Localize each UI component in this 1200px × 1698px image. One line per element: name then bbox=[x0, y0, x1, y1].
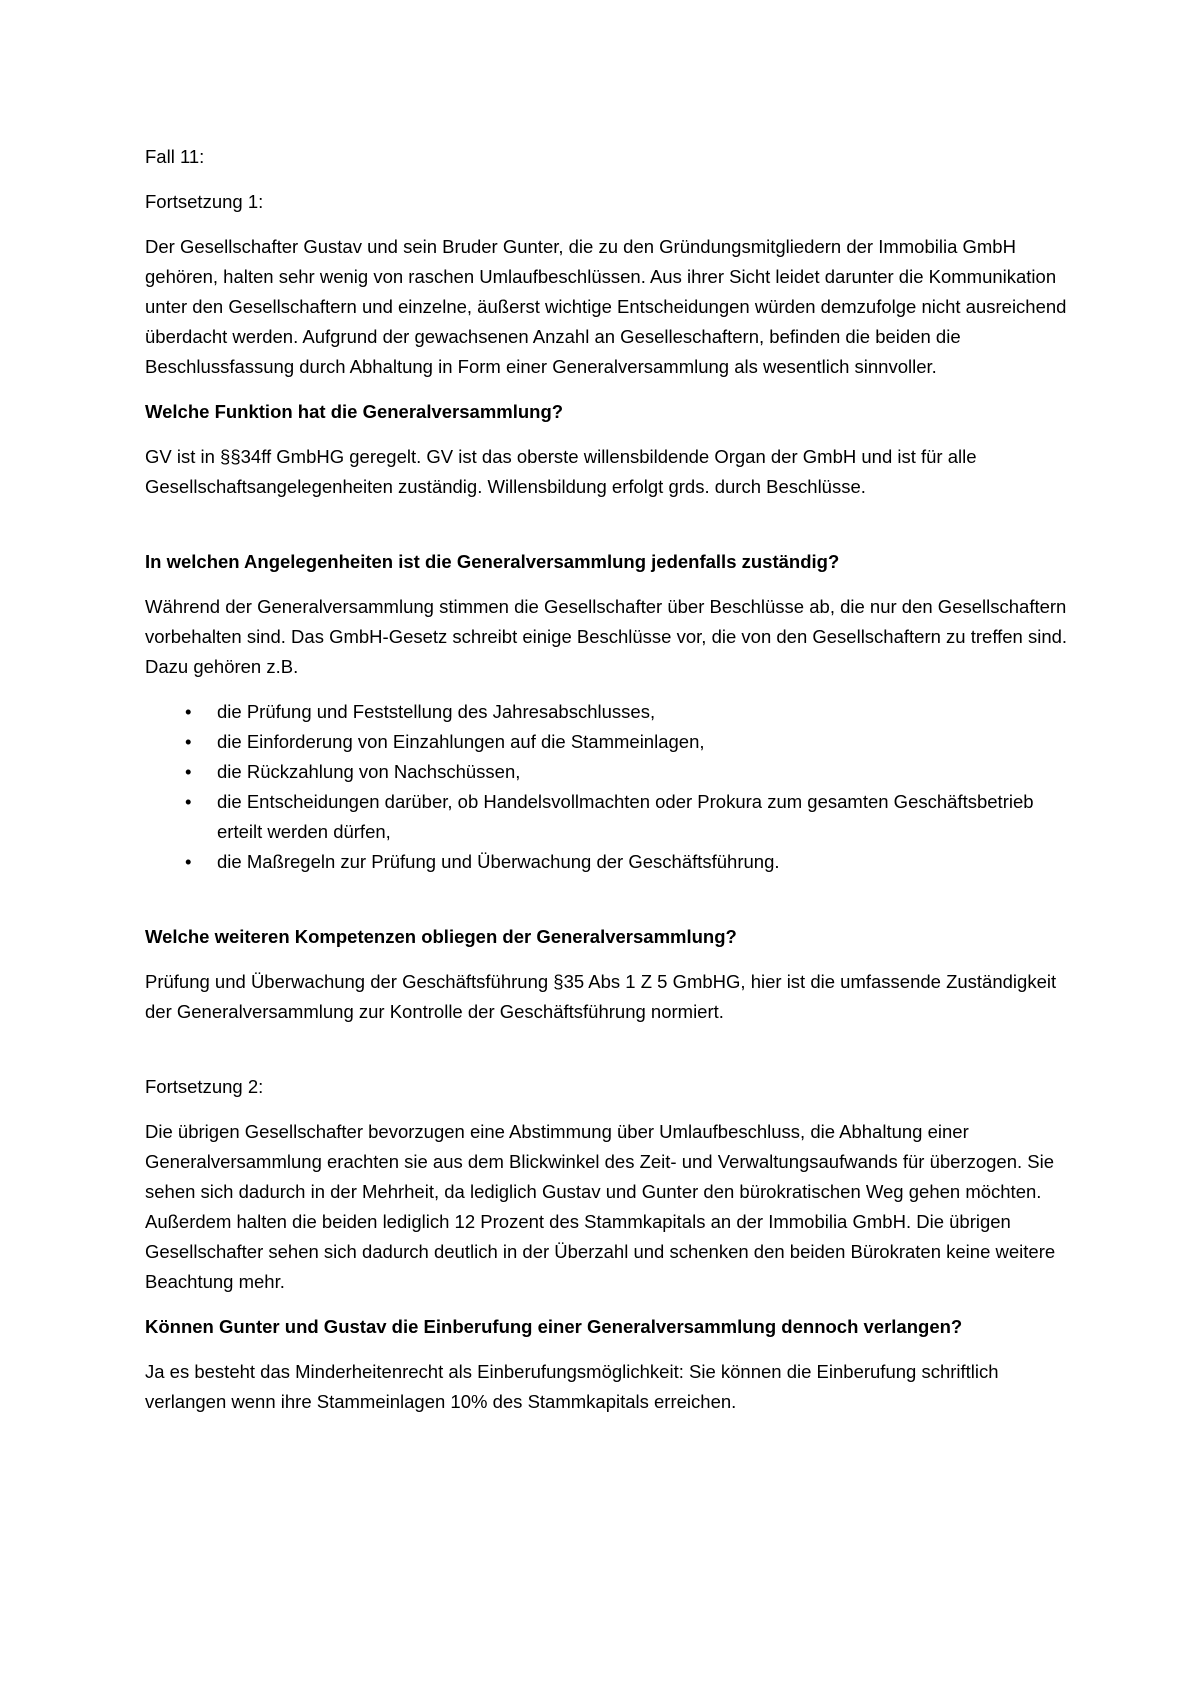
answer-competences: Prüfung und Überwachung der Geschäftsführung §35 Abs 1 Z 5 GmbHG, hier ist die umfassende Zuständigkeit der Generalversammlung zur Kontrolle der Geschäftsführung normiert. bbox=[145, 971, 1057, 1022]
bullet-icon: • bbox=[185, 731, 192, 752]
spacer bbox=[145, 1042, 1075, 1072]
bullet-icon: • bbox=[185, 701, 192, 722]
list-item-text: die Maßregeln zur Prüfung und Überwachung der Geschäftsführung. bbox=[217, 851, 780, 872]
question-function: Welche Funktion hat die Generalversammlung? bbox=[145, 401, 564, 422]
bullet-icon: • bbox=[185, 851, 192, 872]
spacer bbox=[145, 892, 1075, 922]
answer-convocation: Ja es besteht das Minderheitenrecht als Einberufungsmöglichkeit: Sie können die Einberufung schriftlich verlangen wenn ihre Stammeinlagen 10% des Stammkapitals erreichen. bbox=[145, 1361, 999, 1412]
part1-label: Fortsetzung 1: bbox=[145, 191, 264, 212]
spacer bbox=[145, 517, 1075, 547]
bullet-icon: • bbox=[185, 791, 192, 812]
part2-label: Fortsetzung 2: bbox=[145, 1076, 264, 1097]
list-item-text: die Entscheidungen darüber, ob Handelsvollmachten oder Prokura zum gesamten Geschäftsbetrieb erteilt werden dürfen, bbox=[217, 791, 1034, 842]
part1-intro: Der Gesellschafter Gustav und sein Bruder Gunter, die zu den Gründungsmitgliedern der Immobilia GmbH gehören, halten sehr wenig von raschen Umlaufbeschlüssen. Aus ihrer Sicht leidet darunter die Kommunikation unter den Gesellschaftern und einzelne, äußerst wichtige Entscheidungen würden demzufolge nicht ausreichend überdacht werden. Aufgrund der gewachsenen Anzahl an Geselleschaftern, befinden die beiden die Beschlussfassung durch Abhaltung in Form einer Generalversammlung als wesentlich sinnvoller. bbox=[145, 236, 1067, 377]
list-item bbox=[145, 847, 1075, 877]
list-item bbox=[145, 697, 1075, 727]
question-matters: In welchen Angelegenheiten ist die Generalversammlung jedenfalls zuständig? bbox=[145, 551, 840, 572]
document-page bbox=[145, 142, 1075, 1432]
list-item bbox=[145, 787, 1075, 847]
list-item bbox=[145, 727, 1075, 757]
list-item bbox=[145, 757, 1075, 787]
case-title: Fall 11: bbox=[145, 146, 205, 167]
part2-intro: Die übrigen Gesellschafter bevorzugen eine Abstimmung über Umlaufbeschluss, die Abhaltung einer Generalversammlung erachten sie aus dem Blickwinkel des Zeit- und Verwaltungsaufwands für überzogen. Sie sehen sich dadurch in der Mehrheit, da lediglich Gustav und Gunter den bürokratischen Weg gehen möchten. Außerdem halten die beiden lediglich 12 Prozent des Stammkapitals an der Immobilia GmbH. Die übrigen Gesellschafter sehen sich dadurch deutlich in der Überzahl und schenken den beiden Bürokraten keine weitere Beachtung mehr. bbox=[145, 1121, 1056, 1292]
question-competences: Welche weiteren Kompetenzen obliegen der Generalversammlung? bbox=[145, 926, 737, 947]
list-item-text: die Einforderung von Einzahlungen auf die Stammeinlagen, bbox=[217, 731, 705, 752]
competence-list bbox=[145, 697, 1075, 877]
list-item-text: die Prüfung und Feststellung des Jahresabschlusses, bbox=[217, 701, 656, 722]
question-convocation: Können Gunter und Gustav die Einberufung einer Generalversammlung dennoch verlangen? bbox=[145, 1316, 963, 1337]
list-item-text: die Rückzahlung von Nachschüssen, bbox=[217, 761, 521, 782]
bullet-icon: • bbox=[185, 761, 192, 782]
answer-function: GV ist in §§34ff GmbHG geregelt. GV ist das oberste willensbildende Organ der GmbH und ist für alle Gesellschaftsangelegenheiten zuständig. Willensbildung erfolgt grds. durch Beschlüsse. bbox=[145, 446, 977, 497]
answer-matters: Während der Generalversammlung stimmen die Gesellschafter über Beschlüsse ab, die nur den Gesellschaftern vorbehalten sind. Das GmbH-Gesetz schreibt einige Beschlüsse vor, die von den Gesellschaftern zu treffen sind. Dazu gehören z.B. bbox=[145, 596, 1068, 677]
